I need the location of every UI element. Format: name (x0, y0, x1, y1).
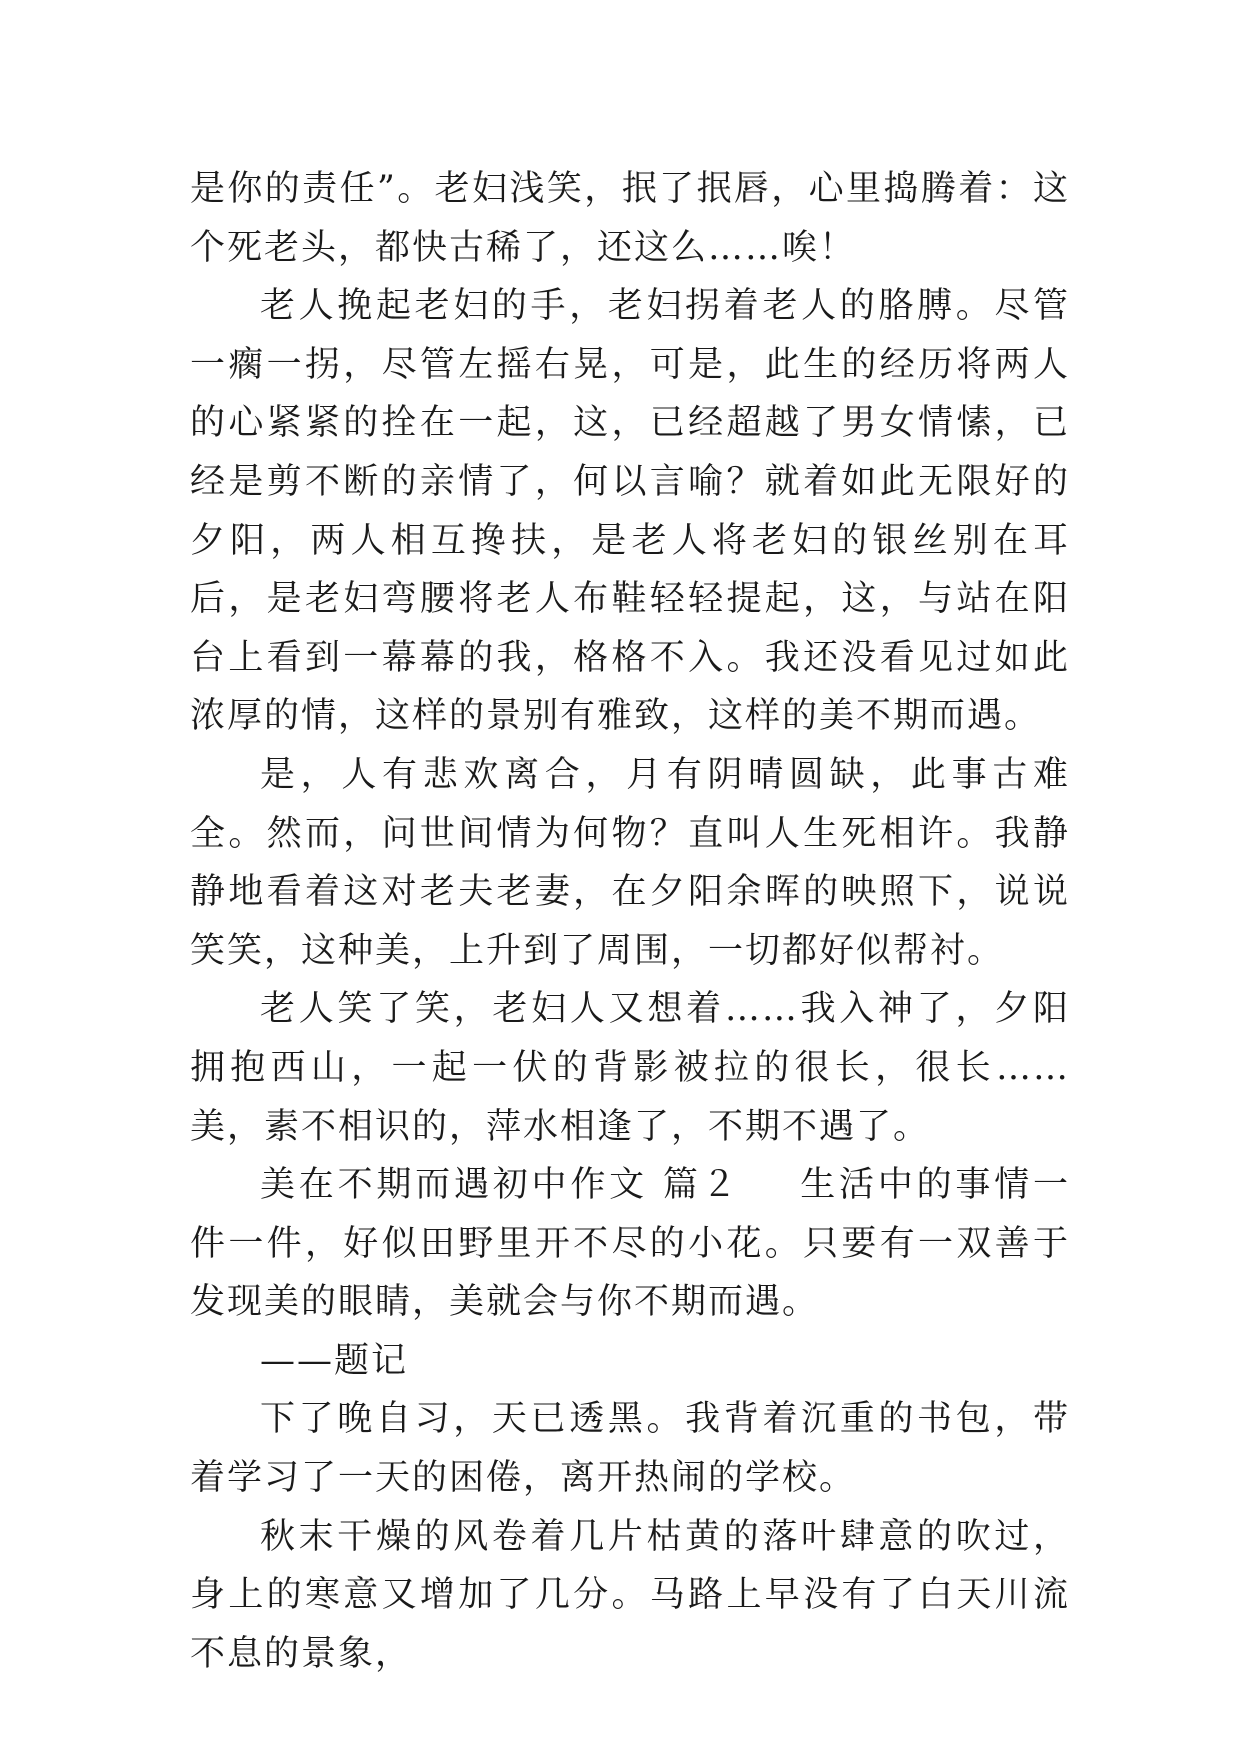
epigraph: ——题记 (260, 1340, 409, 1381)
paragraph: 秋末干燥的风卷着几片枯黄的落叶肆意的吹过，身上的寒意又增加了几分。马路上早没有了白天川流不息的景象， (190, 1516, 1070, 1674)
paragraph: 下了晚自习，天已透黑。我背着沉重的书包，带着学习了一天的困倦，离开热闹的学校。 (190, 1399, 1070, 1499)
paragraph: 老人笑了笑，老妇人又想着……我入神了，夕阳拥抱西山，一起一伏的背影被拉的很长，很长……美，素不相识的，萍水相逢了，不期不遇了。 (190, 989, 1070, 1147)
section-body: 生活中的事情一件一件，好似田野里开不尽的小花。只要有一双善于发现美的眼睛，美就会与你不期而遇。 (190, 1165, 1070, 1323)
paragraph: 是，人有悲欢离合，月有阴晴圆缺，此事古难全。然而，问世间情为何物？直叫人生死相许。我静静地看着这对老夫老妻，在夕阳余晖的映照下，说说笑笑，这种美，上升到了周围，一切都好似帮衬。 (190, 754, 1070, 971)
section-title: 美在不期而遇初中作文 篇２ (260, 1165, 741, 1206)
paragraph: 老人挽起老妇的手，老妇拐着老人的胳膊。尽管一瘸一拐，尽管左摇右晃，可是，此生的经历将两人的心紧紧的拴在一起，这，已经超越了男女情愫，已经是剪不断的亲情了，何以言喻？就着如此无限好的夕阳，两人相互搀扶，是老人将老妇的银丝别在耳后，是老妇弯腰将老人布鞋轻轻提起，这，与站在阳台上看到一幕幕的我，格格不入。我还没看见过如此浓厚的情，这样的景别有雅致，这样的美不期而遇。 (190, 286, 1070, 737)
paragraph-continuation: 是你的责任”。老妇浅笑，抿了抿唇，心里捣腾着：这个死老头，都快古稀了，还这么……唉！ (190, 169, 1070, 268)
essay-body (190, 160, 1070, 1683)
section-paragraph (190, 1156, 1070, 1332)
